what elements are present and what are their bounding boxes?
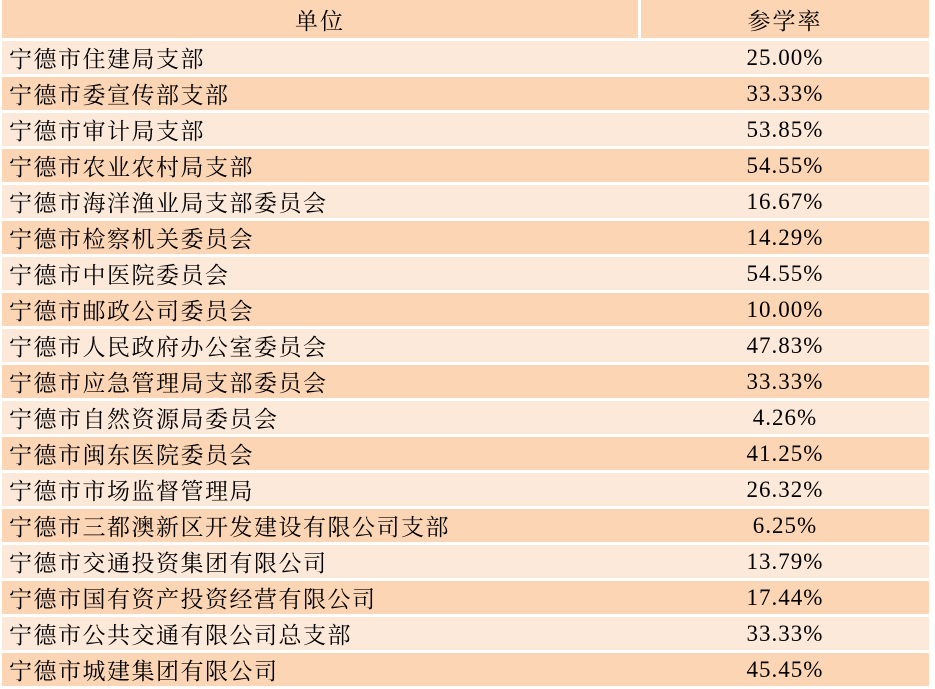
rate-cell[interactable]: 13.79% <box>746 548 824 574</box>
table-row <box>2 329 929 362</box>
rate-cell[interactable]: 6.25% <box>752 512 818 538</box>
rate-cell[interactable]: 45.45% <box>746 656 824 682</box>
rate-cell[interactable]: 17.44% <box>746 584 824 610</box>
rate-cell[interactable]: 25.00% <box>746 44 824 70</box>
table-row <box>2 77 929 110</box>
table-body <box>2 41 929 686</box>
table-row <box>2 41 929 74</box>
table-row <box>2 113 929 146</box>
table-row <box>2 257 929 290</box>
table-row <box>2 185 929 218</box>
unit-cell[interactable]: 宁德市公共交通有限公司总支部 <box>9 623 352 648</box>
rate-cell[interactable]: 10.00% <box>746 296 824 322</box>
unit-cell[interactable]: 宁德市人民政府办公室委员会 <box>9 335 328 360</box>
rate-cell[interactable]: 14.29% <box>746 224 824 250</box>
rate-cell[interactable]: 33.33% <box>746 80 824 106</box>
table-row <box>2 617 929 650</box>
table-row <box>2 401 929 434</box>
table-row <box>2 293 929 326</box>
unit-cell[interactable]: 宁德市邮政公司委员会 <box>9 299 254 324</box>
unit-cell[interactable]: 宁德市市场监督管理局 <box>9 479 254 504</box>
unit-cell[interactable]: 宁德市住建局支部 <box>9 47 205 72</box>
rate-cell[interactable]: 26.32% <box>746 476 824 502</box>
unit-cell[interactable]: 宁德市海洋渔业局支部委员会 <box>9 191 328 216</box>
unit-cell[interactable]: 宁德市检察机关委员会 <box>9 227 254 252</box>
table-row <box>2 581 929 614</box>
rate-cell[interactable]: 54.55% <box>746 152 824 178</box>
table-row <box>2 149 929 182</box>
rate-cell[interactable]: 53.85% <box>746 116 824 142</box>
table-row <box>2 653 929 686</box>
table-row <box>2 473 929 506</box>
table-row <box>2 545 929 578</box>
rate-cell[interactable]: 16.67% <box>746 188 824 214</box>
table-row <box>2 365 929 398</box>
rate-cell[interactable]: 54.55% <box>746 260 824 286</box>
table-header-row <box>2 0 929 38</box>
unit-cell[interactable]: 宁德市中医院委员会 <box>9 263 230 288</box>
unit-cell[interactable]: 宁德市闽东医院委员会 <box>9 443 254 468</box>
participation-table <box>2 0 929 689</box>
table-row <box>2 221 929 254</box>
unit-cell[interactable]: 宁德市自然资源局委员会 <box>9 407 279 432</box>
rate-cell[interactable]: 47.83% <box>746 332 824 358</box>
rate-cell[interactable]: 33.33% <box>746 620 824 646</box>
column-header-rate[interactable]: 参学率 <box>641 0 929 38</box>
table-row <box>2 509 929 542</box>
unit-cell[interactable]: 宁德市三都澳新区开发建设有限公司支部 <box>9 515 450 540</box>
rate-cell[interactable]: 41.25% <box>746 440 824 466</box>
column-header-unit[interactable]: 单位 <box>2 0 638 38</box>
rate-cell[interactable]: 4.26% <box>752 404 818 430</box>
unit-cell[interactable]: 宁德市应急管理局支部委员会 <box>9 371 328 396</box>
unit-cell[interactable]: 宁德市城建集团有限公司 <box>9 659 279 684</box>
unit-cell[interactable]: 宁德市委宣传部支部 <box>9 83 230 108</box>
unit-cell[interactable]: 宁德市审计局支部 <box>9 119 205 144</box>
unit-cell[interactable]: 宁德市农业农村局支部 <box>9 155 254 180</box>
rate-cell[interactable]: 33.33% <box>746 368 824 394</box>
unit-cell[interactable]: 宁德市国有资产投资经营有限公司 <box>9 587 377 612</box>
unit-cell[interactable]: 宁德市交通投资集团有限公司 <box>9 551 328 576</box>
table-row <box>2 437 929 470</box>
